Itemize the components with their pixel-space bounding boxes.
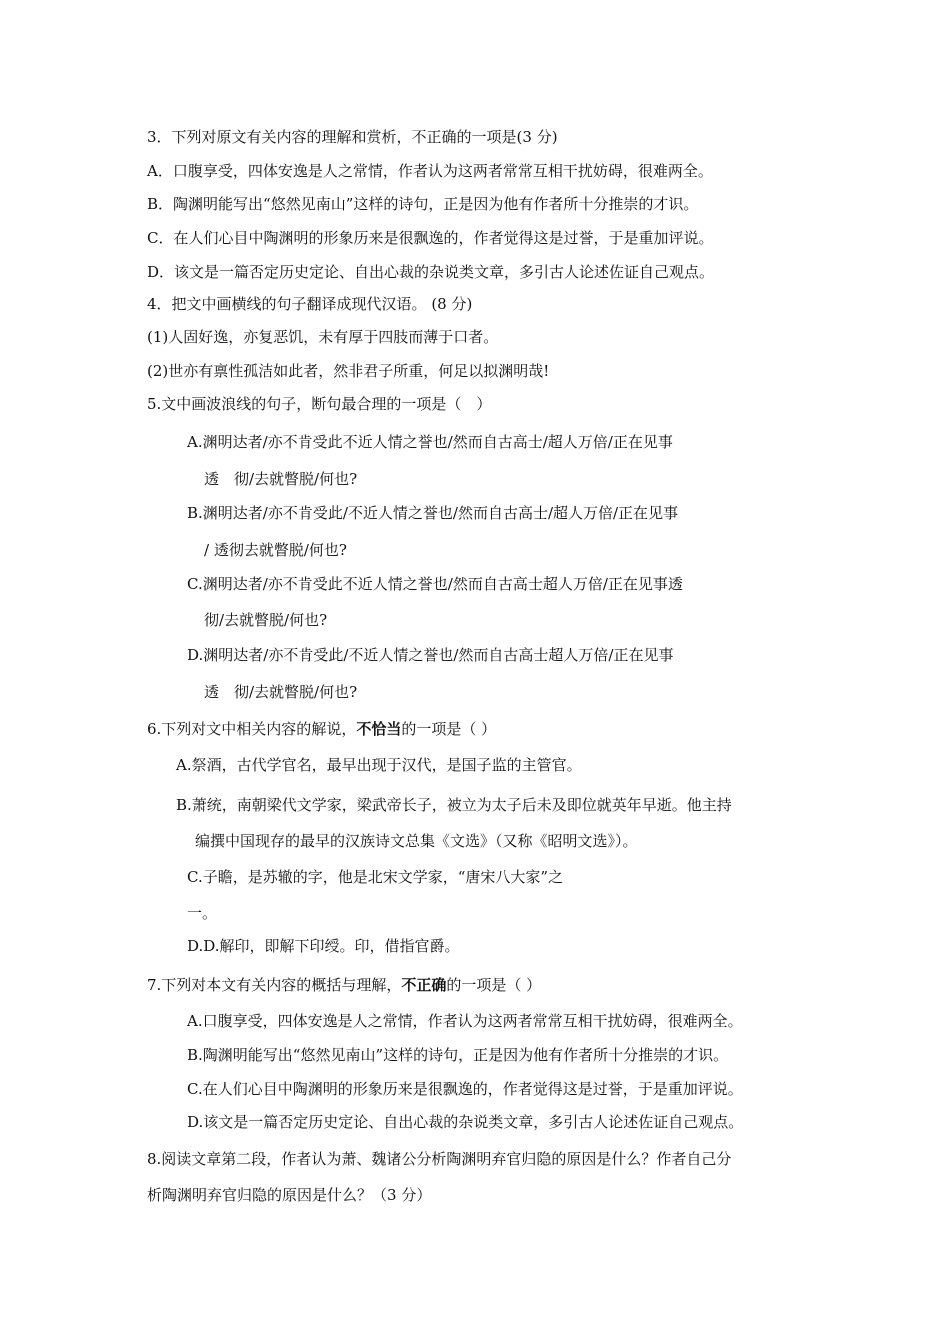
q5-option-d-line2: 透 彻/去就瞥脱/何也? [204,683,358,701]
q6-stem-emphasis: 不恰当 [356,720,402,738]
q4-stem: 4．把文中画横线的句子翻译成现代汉语。 (8 分) [147,295,473,313]
q5-option-c-line2: 彻/去就瞥脱/何也? [204,611,328,629]
q7-stem-emphasis: 不正确 [401,976,447,994]
q5-option-a-line2: 透 彻/去就瞥脱/何也? [204,470,358,488]
q3-option-a: A．口腹享受，四体安逸是人之常情，作者认为这两者常常互相干扰妨碍，很难两全。 [147,162,713,180]
q6-stem-pre: 6.下列对文中相关内容的解说， [147,720,357,738]
q5-option-b-line1: B.渊明达者/亦不肯受此/不近人情之誉也/然而自古高士/超人万倍/正在见事 [187,504,679,522]
q6-option-c-line2: 一。 [187,904,218,922]
q3-stem: 3．下列对原文有关内容的理解和赏析，不正确的一项是(3 分) [147,128,558,146]
q6-option-a: A.祭酒，古代学官名，最早出现于汉代，是国子监的主管官。 [176,756,582,774]
q5-stem: 5.文中画波浪线的句子，断句最合理的一项是（ ） [147,395,492,413]
q3-option-d: D．该文是一篇否定历史定论、自出心裁的杂说类文章，多引古人论述佐证自己观点。 [147,263,715,281]
q7-option-b: B.陶渊明能写出“悠然见南山”这样的诗句，正是因为他有作者所十分推崇的才识。 [187,1046,729,1064]
q8-stem-line2: 析陶渊明弃官归隐的原因是什么？（3 分） [147,1186,432,1204]
q7-option-a: A.口腹享受，四体安逸是人之常情，作者认为这两者常常互相干扰妨碍，很难两全。 [187,1012,743,1030]
q6-option-c-line1: C.子瞻，是苏辙的字，他是北宋文学家，“唐宋八大家”之 [187,868,564,886]
q5-option-a-line1: A.渊明达者/亦不肯受此不近人情之誉也/然而自古高士/超人万倍/正在见事 [187,433,673,451]
q5-option-c-line1: C.渊明达者/亦不肯受此不近人情之誉也/然而自古高士超人万倍/正在见事透 [187,575,683,593]
q6-stem-post: 的一项是（ ） [401,720,497,738]
q7-option-c: C.在人们心目中陶渊明的形象历来是很飘逸的，作者觉得这是过誉，于是重加评说。 [187,1080,743,1098]
q5-option-d-line1: D.渊明达者/亦不肯受此/不近人情之誉也/然而自古高士超人万倍/正在见事 [187,646,674,664]
q7-stem-post: 的一项是（ ） [446,976,542,994]
q8-stem-line1: 8.阅读文章第二段，作者认为萧、魏诸公分析陶渊明弃官归隐的原因是什么？作者自己分 [147,1150,732,1168]
q6-option-d: D.D.解印，即解下印绶。印，借指官爵。 [187,937,460,955]
q6-stem [147,719,496,739]
q7-stem-pre: 7.下列对本文有关内容的概括与理解， [147,976,402,994]
q4-sentence-2: (2)世亦有禀性孤洁如此者，然非君子所重，何足以拟渊明哉! [147,362,550,380]
q4-sentence-1: (1)人固好逸，亦复恶饥，未有厚于四肢而薄于口者。 [147,328,499,346]
q3-option-b: B．陶渊明能写出“悠然见南山”这样的诗句，正是因为他有作者所十分推崇的才识。 [147,195,699,213]
q5-option-b-line2: / 透彻去就瞥脱/何也? [204,541,347,559]
q6-option-b-line2: 编撰中国现存的最早的汉族诗文总集《文选》（又称《昭明文选》）。 [195,832,638,850]
q6-option-b-line1: B.萧统，南朝梁代文学家，梁武帝长子，被立为太子后未及即位就英年早逝。他主持 [176,796,732,814]
q7-stem [147,975,541,995]
q7-option-d: D.该文是一篇否定历史定论、自出心裁的杂说类文章，多引古人论述佐证自己观点。 [187,1113,744,1131]
q3-option-c: C．在人们心目中陶渊明的形象历来是很飘逸的，作者觉得这是过誉，于是重加评说。 [147,229,714,247]
